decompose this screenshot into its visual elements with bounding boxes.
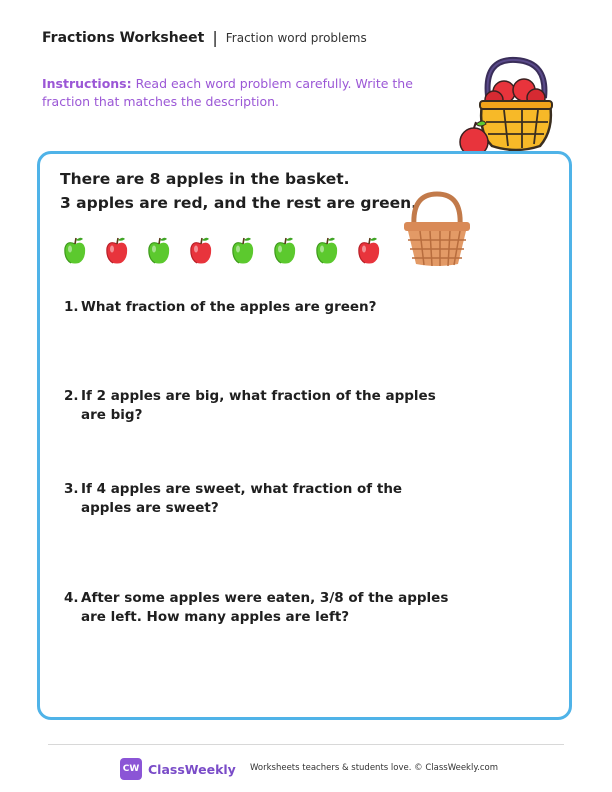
worksheet-subtitle: Fraction word problems xyxy=(225,30,367,45)
question-text: What fraction of the apples are green? xyxy=(81,299,377,315)
instructions-text: Read each word problem carefully. Write the fraction that matches the description. xyxy=(42,76,413,109)
story-line-1: There are 8 apples in the basket. xyxy=(60,170,350,188)
footer-tagline: Worksheets teachers & students love. © ClassWeekly.com xyxy=(250,763,499,773)
green-apple-icon xyxy=(62,235,88,265)
question-number: 4. xyxy=(64,590,79,606)
green-apple-icon xyxy=(272,235,298,265)
question-2 xyxy=(64,387,464,425)
green-apple-icon xyxy=(230,235,256,265)
story-text xyxy=(60,167,417,215)
worksheet-title: Fractions Worksheet xyxy=(42,29,205,46)
red-apple-icon xyxy=(356,235,382,265)
green-apple-icon xyxy=(314,235,340,265)
footer-divider xyxy=(48,744,564,745)
story-line-2: 3 apples are red, and the rest are green. xyxy=(60,194,418,212)
footer-brand[interactable] xyxy=(120,758,236,780)
red-apple-icon xyxy=(188,235,214,265)
instructions-label: Instructions: xyxy=(42,76,132,91)
worksheet-header xyxy=(42,28,367,47)
question-4 xyxy=(64,589,454,627)
brand-name: ClassWeekly xyxy=(148,761,236,777)
question-text: If 2 apples are big, what fraction of the apples are big? xyxy=(81,388,436,423)
question-3 xyxy=(64,480,454,518)
title-separator: | xyxy=(212,28,218,47)
classweekly-logo-icon: CW xyxy=(120,758,142,780)
question-text: If 4 apples are sweet, what fraction of the apples are sweet? xyxy=(81,481,403,516)
question-text: After some apples were eaten, 3/8 of the apples are left. How many apples are left? xyxy=(81,590,449,625)
green-apple-icon xyxy=(146,235,172,265)
question-1 xyxy=(64,298,464,317)
apple-basket-illustration xyxy=(452,52,564,160)
instructions xyxy=(42,75,422,111)
question-number: 3. xyxy=(64,481,79,497)
apple-row xyxy=(62,234,382,266)
question-number: 2. xyxy=(64,388,79,404)
red-apple-icon xyxy=(104,235,130,265)
empty-basket-illustration xyxy=(400,188,474,268)
question-number: 1. xyxy=(64,299,79,315)
